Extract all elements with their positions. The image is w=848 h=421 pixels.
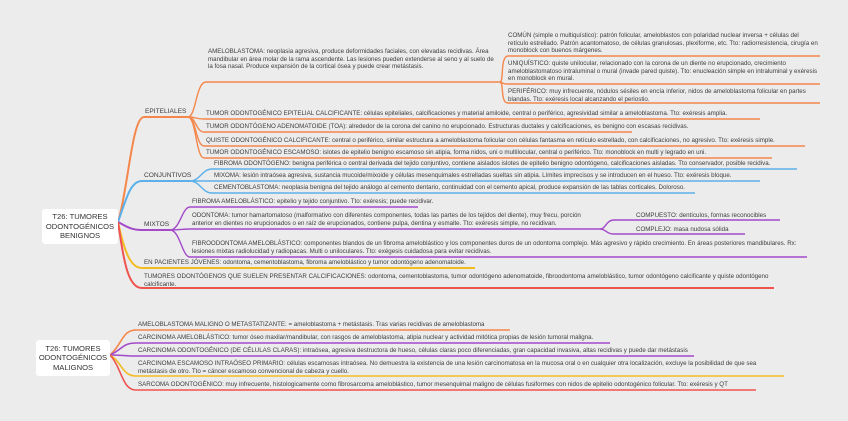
- node-con-item[interactable]: CEMENTOBLASTOMA: neoplasia benigna del tejido análogo al cemento dentario, continuidad con el cemento apical, produce expansión de las tablas corticales. Doloroso.: [214, 184, 685, 191]
- node-epi-item[interactable]: TUMOR ODONTOGÉNICO ESCAMOSO: islotes de epitelio benigno escamoso sin atipia, forma nidos, uni o multilocular, central o periférico. Tto: monoblock en multi y legrado en uni.: [206, 149, 707, 156]
- node-malignant-item[interactable]: AMELOBLASTOMA MALIGNO O METASTATIZANTE: = ameloblastoma + metástasis. Tras varias recidivas de ameloblastoma: [138, 321, 485, 328]
- node-compuesto[interactable]: COMPUESTO: dentículos, formas reconocibles: [636, 212, 767, 219]
- node-fibroma-ameloblastico[interactable]: FIBROMA AMELOBLÁSTICO: epitelio y tejido conjuntivo. Tto: exéresis; puede recidivar.: [192, 198, 434, 205]
- node-odontoma[interactable]: ODONTOMA: tumor hamartomatoso (malformativo con diferentes componentes, todas las partes de los tejidos del diente), muy frecu, porción anterior en dientes no erupcionados o en raíz de erupcionados, contiene pulpa, dentina y esmalte. Tto: exéresis simple, no recidivan.: [192, 212, 581, 227]
- node-comun[interactable]: COMÚN (simple o multiquístico): patrón folicular, ameloblastos con polaridad nuclear inversa + células del retículo estrellado. Patrón acantomatoso, de células granulosas, plexiforme, etc. Tto: radiorresistencia, cirugía en monoblock con buenos márgenes.: [508, 32, 818, 55]
- node-epi-item[interactable]: TUMOR ODONTÓGENO ADENOMATOIDE (TOA): alrededor de la corona del canino no erupcionado. Estructuras ductales y calcificaciones, es benigno con escasas recidivas.: [206, 123, 689, 130]
- node-epi-item[interactable]: TUMOR ODONTOGÉNICO EPITELIAL CALCIFICANTE: células epiteliales, calcificaciones y material amiloide, central o periférico, agresividad similar a ameloblastoma. Tto: exéresis amplia.: [206, 110, 728, 117]
- node-malignant-item[interactable]: SARCOMA ODONTOGÉNICO: muy infrecuente, histologicamente como fibrosarcoma ameloblástico, tumor mesenquimal maligno de células fusiformes con nidos de epitelio odontogénico folicular. Tto: exéresis y QT: [138, 381, 728, 388]
- node-con-item[interactable]: MIXOMA: lesión intraósea agresiva, sustancia mucoide/mixoide y células mesenquimales estrelladas sueltas sin atipia. Límites imprecisos y se introducen en el hueso. Tto: exéresis bloque.: [214, 172, 732, 179]
- node-calcificaciones[interactable]: TUMORES ODONTÓGENOS QUE SUELEN PRESENTAR CALCIFICACIONES: odontoma, cementoblastoma, tumor odontógeno adenomatoide, fibroodontoma ameloblástico, tumor odontógeno calcificante y quiste odontógeno calcificante.: [144, 273, 769, 288]
- branch-mixtos[interactable]: MIXTOS: [144, 221, 170, 228]
- node-fibroodontoma[interactable]: FIBROODONTOMA AMELOBLÁSTICO: componentes blandos de un fibroma ameloblástico y los componentes duros de un odontoma complejo. Más agresivo y rápido crecimiento. En áreas posteriores mandibulares. Rx: lesiones mixtas radiolucidad y radiopacas. Multi o uniloculares. Tto: exégesis cuidadosa para evitar recidivas.: [192, 240, 797, 255]
- node-ameloblastoma[interactable]: AMELOBLASTOMA: neoplasia agresiva, produce deformidades faciales, con elevadas recidivas. Área mandibular en área molar de la rama ascendente. Las lesiones pueden extenderse al seno y al suelo de la fosa nasal. Produce expansión de la cortical ósea y puede crear metástasis.: [208, 48, 494, 71]
- node-malignant-item[interactable]: CARCINOMA ESCAMOSO INTRAÓSEO PRIMARIO: células escamosas intraósea. No demuestra la existencia de una lesión carcinomatosa en la mucosa oral o en cualquier otra localización, excluye la posibilidad de que sea metástasis de otro. Tto = cáncer escamoso convencional de cabeza y cuello.: [138, 360, 757, 375]
- node-periferico[interactable]: PERIFÉRICO: muy infrecuente, nódulos sésiles en encía inferior, nidos de ameloblastoma folicular en partes blandas. Tto: exéresis local alcanzando el periostio.: [508, 88, 806, 103]
- node-jovenes[interactable]: EN PACIENTES JÓVENES: odontoma, cementoblastoma, fibroma ameloblástico y tumor odontógeno adenomatoide.: [144, 259, 466, 266]
- node-malignant-item[interactable]: CARCINOMA AMELOBLÁSTICO: tumor óseo maxilar/mandibular, con rasgos de ameloblastoma, atipia nuclear y actividad mitótica propias de lesión tumoral maligna.: [138, 334, 594, 341]
- root-benign[interactable]: T26: TUMORES ODONTOGÉNICOS BENIGNOS: [42, 209, 118, 244]
- node-complejo[interactable]: COMPLEJO: masa nudosa sólida: [636, 226, 729, 233]
- connector-conjuntivos: [118, 181, 190, 222]
- connector-malignant-2: [110, 355, 694, 356]
- node-epi-item[interactable]: QUISTE ODONTOGÉNICO CALCIFICANTE: central o periférico, similar estructura a ameloblastoma folicular con células fantasma en retículo estrellado, con calcificaciones, no agresivo. Tto: exéresis simple.: [206, 137, 775, 144]
- connector-epiteliales: [118, 117, 188, 222]
- node-malignant-item[interactable]: CARCINOMA ODONTOGÉNICO (DE CÉLULAS CLARAS): intraósea, agresiva destructora de hueso, células claras poco diferenciadas, gran capacidad invasiva, altas recidivas y puede dar metástasis: [138, 347, 688, 354]
- connector-odontoma: [170, 229, 600, 230]
- node-con-item[interactable]: FIBROMA ODONTÓGENO: benigna periférica o central derivada del tejido conjuntivo, contiene aislados islotes de epitelio benigno odontógeno, calcificaciones aisladas. Tto conservador, posible recidiva.: [214, 160, 771, 167]
- node-uniquistico[interactable]: UNIQUÍSTICO: quiste unilocular, relacionado con la corona de un diente no erupcionado, crecimiento ameloblastomatoso intraluminal o mural (invade pared quiste). Tto: enucleación simple en intraluminal y exéresis en monoblock en mural.: [508, 60, 818, 83]
- root-malignant[interactable]: T26: TUMORES ODONTOGÉNICOS MALIGNOS: [36, 340, 110, 376]
- branch-conjuntivos[interactable]: CONJUNTIVOS: [144, 172, 192, 179]
- branch-epiteliales[interactable]: EPITELIALES: [145, 108, 187, 115]
